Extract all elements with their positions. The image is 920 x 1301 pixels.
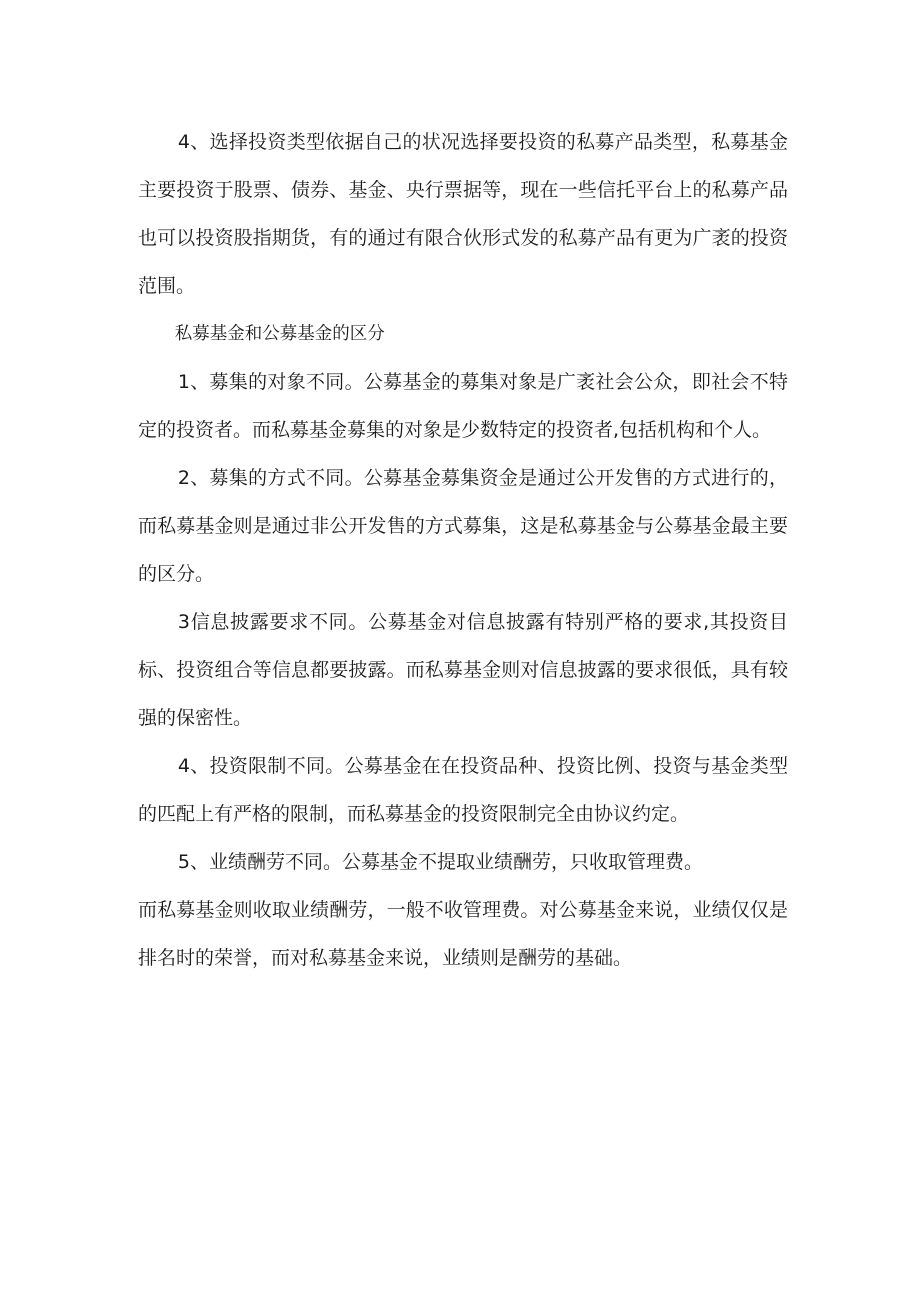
paragraph-difference-3: 3信息披露要求不同。公募基金对信息披露有特别严格的要求,其投资目标、投资组合等信息都要披露。而私募基金则对信息披露的要求很低，具有较强的保密性。 (138, 611, 788, 729)
document-body (138, 118, 788, 982)
paragraph-difference-5: 5、业绩酬劳不同。公募基金不提取业绩酬劳，只收取管理费。 (177, 851, 703, 873)
paragraph-difference-2: 2、募集的方式不同。公募基金募集资金是通过公开发售的方式进行的，而私募基金则是通过非公开发售的方式募集，这是私募基金与公募基金最主要的区分。 (138, 467, 788, 585)
paragraph-difference-4: 4、投资限制不同。公募基金在在投资品种、投资比例、投资与基金类型的匹配上有严格的限制，而私募基金的投资限制完全由协议约定。 (138, 755, 788, 825)
paragraph-difference-1: 1、募集的对象不同。公募基金的募集对象是广袤社会公众，即社会不特定的投资者。而私募基金募集的对象是少数特定的投资者,包括机构和个人。 (138, 371, 788, 441)
paragraph-investment-type: 4、选择投资类型依据自己的状况选择要投资的私募产品类型，私募基金主要投资于股票、债券、基金、央行票据等，现在一些信托平台上的私募产品也可以投资股指期货，有的通过有限合伙形式发的私募产品有更为广袤的投资范围。 (138, 131, 788, 297)
section-heading: 私募基金和公募基金的区分 (174, 324, 385, 344)
paragraph-difference-5-continued: 而私募基金则收取业绩酬劳，一般不收管理费。对公募基金来说，业绩仅仅是排名时的荣誉，而对私募基金来说，业绩则是酬劳的基础。 (138, 899, 788, 969)
